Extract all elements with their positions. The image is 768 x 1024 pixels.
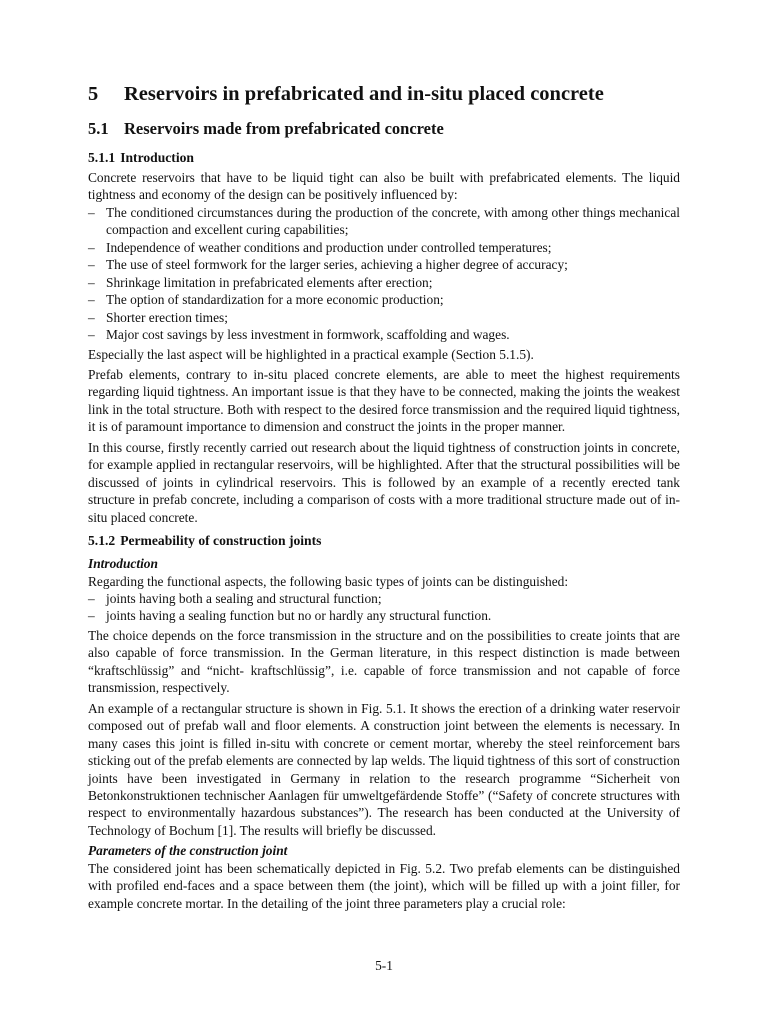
- list-item: [88, 607, 680, 624]
- permeability-lead-paragraph: Regarding the functional aspects, the following basic types of joints can be distinguished:: [88, 573, 569, 589]
- page-number: 5-1: [375, 958, 393, 973]
- list-item: [88, 256, 680, 273]
- list-item: [88, 291, 680, 308]
- intro-paragraph-2: Prefab elements, contrary to in-situ placed concrete elements, are able to meet the highest requirements regarding liquid tightness. An important issue is that they have to be connected, making the joints the weakest link in the total structure. Both with respect to the desired force transmission and the required liquid tightness, it is of paramount importance to dimension and construct the joints in the proper manner.: [88, 366, 680, 435]
- list-item-text: joints having a sealing function but no or hardly any structural function.: [106, 608, 492, 624]
- chapter-title-text: Reservoirs in prefabricated and in-situ placed concrete: [124, 83, 604, 105]
- subsection-title-text: Introduction: [120, 150, 194, 165]
- intro-paragraph-3: In this course, firstly recently carried out research about the liquid tightness of construction joints in concrete, for example applied in rectangular reservoirs, will be highlighted. After that the structural possibilities will be discussed of joints in cylindrical reservoirs. This is followed by an example of a recently erected tank structure in prefab concrete, including a comparison of costs with a more traditional structure made out of in-situ placed concrete.: [88, 439, 680, 525]
- chapter-title: [88, 80, 680, 108]
- parameters-heading: Parameters of the construction joint: [88, 843, 288, 859]
- list-item-text: joints having both a sealing and structural function;: [106, 591, 382, 607]
- dash-marker: –: [88, 608, 95, 624]
- joint-types-list: [88, 590, 680, 625]
- list-item: [88, 204, 680, 239]
- permeability-paragraph-3: The considered joint has been schematically depicted in Fig. 5.2. Two prefab elements can be distinguished with profiled end-faces and a space between them (the joint), which will be filled up with a joint filler, for example concrete mortar. In the detailing of the joint three parameters play a crucial role:: [88, 860, 680, 911]
- dash-marker: –: [88, 292, 95, 308]
- subsection-number: 5.1.2: [88, 533, 116, 549]
- dash-marker: –: [88, 274, 95, 290]
- section-title: [88, 118, 680, 140]
- section-number: 5.1: [88, 119, 109, 138]
- list-item: [88, 326, 680, 343]
- intro-lead-paragraph: Concrete reservoirs that have to be liquid tight can also be built with prefabricated elements. The liquid tightness and economy of the design can be positively influenced by:: [88, 170, 680, 203]
- list-item-text: The use of steel formwork for the larger series, achieving a higher degree of accuracy;: [106, 257, 568, 273]
- dash-marker: –: [88, 591, 95, 607]
- document-page: [88, 80, 680, 915]
- list-item-text: Major cost savings by less investment in formwork, scaffolding and wages.: [106, 327, 510, 343]
- section-title-text: Reservoirs made from prefabricated concrete: [124, 119, 444, 138]
- list-item-text: The option of standardization for a more economic production;: [106, 292, 444, 308]
- dash-marker: –: [88, 257, 95, 273]
- intro-paragraph-1: Especially the last aspect will be highlighted in a practical example (Section 5.1.5).: [88, 346, 534, 362]
- subsection-number: 5.1.1: [88, 150, 116, 165]
- dash-marker: –: [88, 327, 95, 343]
- list-item: [88, 239, 680, 256]
- chapter-number: 5: [88, 83, 99, 105]
- introduction-heading: Introduction: [88, 556, 158, 572]
- list-item-text: Shorter erection times;: [106, 309, 228, 325]
- list-item-text: Independence of weather conditions and production under controlled temperatures;: [106, 239, 552, 255]
- list-item-text: The conditioned circumstances during the production of the concrete, with among other things mechanical compaction and excellent curing capabilities;: [106, 204, 680, 238]
- list-item: [88, 309, 680, 326]
- list-item: [88, 590, 680, 607]
- permeability-paragraph-1: The choice depends on the force transmission in the structure and on the possibilities to create joints that are also capable of force transmission. In the German literature, in this respect distinction is made between “kraftschlüssig” and “nicht- kraftschlüssig”, i.e. capable of force transmission and not capable of force transmission, respectively.: [88, 627, 680, 696]
- permeability-paragraph-2: An example of a rectangular structure is shown in Fig. 5.1. It shows the erection of a drinking water reservoir composed out of prefab wall and floor elements. A construction joint between the elements is necessary. In many cases this joint is filled in-situ with concrete or cement mortar, whereby the steel reinforcement bars sticking out of the prefab elements are connected by lap welds. The liquid tightness of this sort of construction joints have been investigated in Germany in relation to the research programme “Sicherheit von Betonkonstruktionen technischer Aanlagen für umweltgefärdende Stoffe” (“Safety of concrete structures with respect to environmentally hazardous substances”). The research has been conducted at the University of Technology of Bochum [1]. The results will briefly be discussed.: [88, 700, 680, 838]
- intro-bullet-list: [88, 204, 680, 344]
- subsection-permeability-title: [88, 532, 680, 550]
- list-item: [88, 274, 680, 291]
- list-item-text: Shrinkage limitation in prefabricated elements after erection;: [106, 274, 433, 290]
- dash-marker: –: [88, 239, 95, 255]
- subsection-title-text: Permeability of construction joints: [120, 533, 322, 549]
- dash-marker: –: [88, 309, 95, 325]
- dash-marker: –: [88, 204, 95, 220]
- subsection-introduction-title: [88, 149, 680, 167]
